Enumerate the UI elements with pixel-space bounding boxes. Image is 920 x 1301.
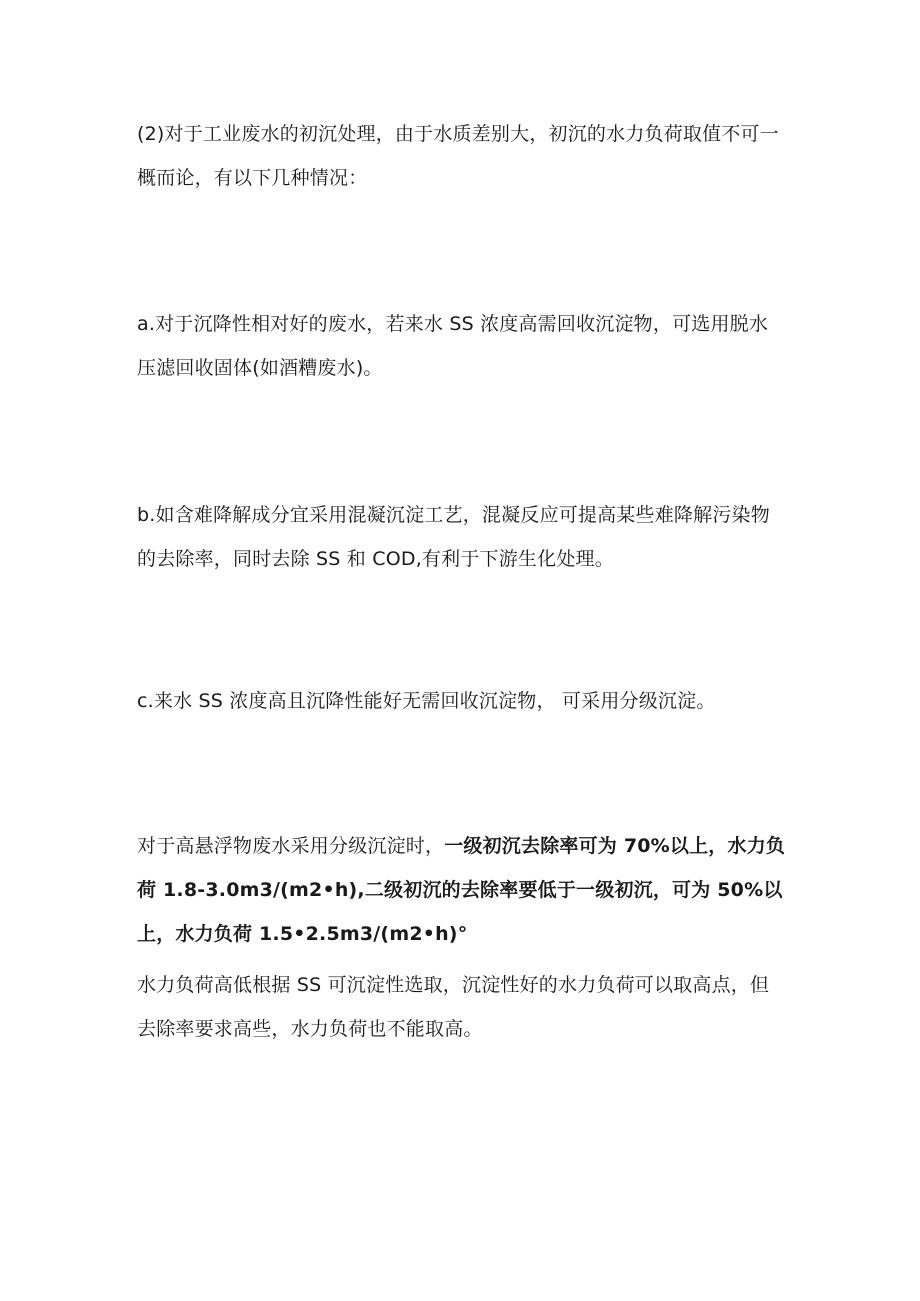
paragraph-item-a: a.对于沉降性相对好的废水，若来水 SS 浓度高需回收沉淀物，可选用脱水压滤回收固体(如酒糟废水)。 [137, 313, 769, 379]
paragraph-graded-settling [137, 824, 787, 956]
paragraph-hydraulic-load: 水力负荷高低根据 SS 可沉淀性选取，沉淀性好的水力负荷可以取高点，但去除率要求高些，水力负荷也不能取高。 [137, 974, 770, 1040]
paragraph-item-c: c.来水 SS 浓度高且沉降性能好无需回收沉淀物， 可采用分级沉淀。 [137, 690, 716, 712]
paragraph-graded-settling-bold: 一级初沉去除率可为 70%以上，水力负荷 1.8-3.0m3∕(m2•h),二级初沉的去除率要低于一级初沉，可为 50%以上，水力负荷 1.5•2.5m3∕(m2•h)° [137, 835, 786, 945]
paragraph-item-b: b.如含难降解成分宜采用混凝沉淀工艺，混凝反应可提高某些难降解污染物的去除率，同时去除 SS 和 COD,有利于下游生化处理。 [137, 504, 770, 570]
paragraph-graded-settling-lead: 对于高悬浮物废水采用分级沉淀时， [137, 835, 445, 857]
paragraph-intro: (2)对于工业废水的初沉处理，由于水质差别大，初沉的水力负荷取值不可一概而论，有以下几种情况： [137, 123, 779, 189]
